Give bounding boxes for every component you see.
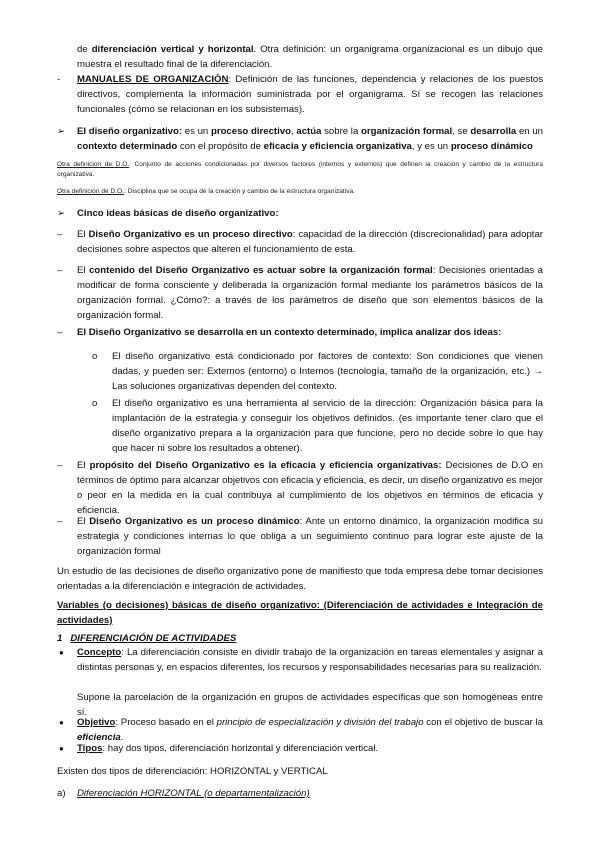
diseno-arrow-icon: ➢	[57, 126, 66, 137]
horizontal-marker: a)	[57, 788, 66, 799]
concepto-label: Concepto	[77, 647, 122, 658]
diseno-p12: con el propósito de	[177, 141, 264, 152]
intro-text-c: . Otra definición: un organigrama organizacional es un dibujo que muestra el resultado final de la diferenciación.	[77, 44, 543, 70]
horizontal-title: Diferenciación HORIZONTAL (o departamentalización)	[77, 788, 310, 799]
diseno-p10: en un	[516, 126, 543, 137]
idea1-bold: Diseño Organizativo es un proceso directivo	[88, 229, 293, 240]
sub1-marker: o	[92, 351, 98, 362]
idea3-dash: –	[57, 327, 63, 338]
idea4-dash: –	[57, 460, 63, 471]
objetivo-bullet-icon: ●	[59, 718, 64, 727]
idea2-dash: –	[57, 265, 63, 276]
idea3-b: , implica analizar dos ideas:	[374, 327, 502, 338]
idea5-paragraph	[77, 514, 543, 559]
idea3-paragraph	[77, 325, 543, 340]
diseno-p15: proceso dinámico	[450, 141, 533, 152]
diseno-p14: , y es un	[411, 141, 451, 152]
diseno-p1: El diseño organizativo:	[77, 126, 183, 137]
diseno-p11: contexto determinado	[77, 141, 178, 152]
horizontal-heading	[77, 786, 543, 801]
definition-1-text: : Conjunto de acciones condicionadas por diversos factores (internos y externos) que definen la creación y cambio de la estructura organizativa.	[57, 161, 543, 178]
definition-2-label: Otra definición de D.O.	[57, 188, 125, 195]
manuales-paragraph	[77, 72, 543, 117]
manuales-title: MANUALES DE ORGANIZACIÓN	[77, 74, 229, 85]
tipos-bullet-icon: ●	[59, 744, 64, 753]
sub1-paragraph: El diseño organizativo está condicionado por factores de contexto: Son condiciones que vienen dadas, y pueden ser: Externos (entorno) o Internos (tecnología, tamaño de la organización, etc.) → Las soluciones organizativas dependen del contexto.	[112, 351, 543, 392]
idea1-paragraph	[77, 227, 543, 257]
diseno-p8: , se	[452, 126, 471, 137]
cinco-arrow-icon: ➢	[57, 208, 66, 219]
cinco-heading	[77, 206, 543, 221]
diferenciacion-title: DIFERENCIACIÓN DE ACTIVIDADES	[70, 633, 237, 644]
intro-continuation	[77, 42, 543, 72]
idea5-bold: Diseño Organizativo es un proceso dinámico	[89, 516, 300, 527]
diseno-p3: proceso directivo	[210, 126, 291, 137]
existen-paragraph: Existen dos tipos de diferenciación: HORIZONTAL y VERTICAL	[57, 766, 328, 777]
intro-text-bold: diferenciación vertical y horizontal	[91, 44, 254, 55]
concepto-text: : La diferenciación consiste en dividir trabajo de la organización en tareas elementales y asignar a distintas personas y, en espacios diferentes, los recursos y responsabilidades necesarias para su realización.	[77, 647, 543, 673]
idea4-c: Decisiones de D.O en términos de óptimo para alcanzar objetivos con eficacia y eficiencia, es decir, un diseño organizativo es mejor o peor en la medida en la cual contribuya al cumplimiento de los objetivos en términos de eficacia y eficiencia.	[77, 460, 544, 516]
tipos-text: : hay dos tipos, diferenciación horizontal y diferenciación vertical.	[102, 743, 379, 754]
concepto-paragraph	[77, 645, 543, 675]
idea1-c: : capacidad de la dirección (discrecionalidad) para adoptar decisiones sobre aspectos que alteren el funcionamiento de esta.	[77, 229, 543, 255]
idea2-a: El	[77, 265, 90, 276]
sub2-marker: o	[92, 398, 98, 409]
definition-2	[57, 187, 543, 197]
diseno-paragraph	[77, 124, 543, 154]
definition-2-text: : Disciplina que se ocupa de la creación y cambio de la estructura organizativa.	[124, 188, 355, 195]
variables-heading	[57, 598, 543, 628]
intro-text-a: de	[77, 44, 92, 55]
diseno-p13: eficacia y eficiencia organizativa	[263, 141, 412, 152]
sub2-paragraph: El diseño organizativo es una herramienta al servicio de la dirección: Organización básica para la implantación de la estrategia y conseguir los objetivos definidos. (es importante tener claro que el diseño organizativo prepara a la organización para que funcione, pero no decide sobre lo que hay que hacer ni sobre los resultados a obtener).	[112, 398, 543, 454]
objetivo-e: .	[120, 732, 124, 743]
diseno-p6: sobre la	[321, 126, 361, 137]
idea4-a: El	[77, 460, 90, 471]
idea4-paragraph	[77, 458, 543, 518]
objetivo-label: Objetivo	[77, 717, 116, 728]
objetivo-c: con el objetivo de buscar la	[423, 717, 543, 728]
objetivo-a: : Proceso basado en el	[115, 717, 217, 728]
diseno-p7: organización formal	[360, 126, 453, 137]
diferenciacion-heading	[57, 631, 543, 646]
idea2-bold: contenido del Diseño Organizativo es actuar sobre la organización formal	[89, 265, 433, 276]
idea1-a: El	[77, 229, 89, 240]
idea2-paragraph	[77, 263, 543, 323]
concepto-bullet-icon: ●	[59, 648, 64, 657]
diseno-p4: ,	[290, 126, 297, 137]
objetivo-eficiencia: eficiencia	[77, 732, 121, 743]
idea5-c: : Ante un entorno dinámico, la organización modifica su estrategia y condiciones internas lo que obliga a un seguimiento continuo para lograr este ajuste de la organización formal	[77, 516, 544, 557]
idea5-a: El	[77, 516, 90, 527]
manuales-dash: -	[57, 74, 61, 85]
idea4-bold: propósito del Diseño Organizativo es la eficacia y eficiencia organizativas:	[89, 460, 442, 471]
diferenciacion-number: 1	[57, 633, 63, 644]
cinco-title: Cinco ideas básicas de diseño organizativo:	[77, 208, 279, 219]
tipos-label: Tipos	[77, 743, 103, 754]
idea3-bold: El Diseño Organizativo se desarrolla en un contexto determinado	[77, 327, 375, 338]
manuales-text: : Definición de las funciones, dependencia y relaciones de los puestos directivos, complementa la información suministrada por el organigrama. Sí se recogen las relaciones funcionales (cómo se relacionan en los subsistemas).	[77, 74, 543, 115]
objetivo-italic: principio de especialización y división del trabajo	[216, 717, 424, 728]
variables-title: Variables (o decisiones) básicas de diseño organizativo: (Diferenciación de actividades e Integración de actividades)	[57, 600, 543, 626]
idea2-c: : Decisiones orientadas a modificar de forma consciente y deliberada la organización formal mediante los parámetros básicos de la organización formal. ¿Cómo?: a través de los parámetros de diseño que son elementos básicos de la organización formal.	[77, 265, 543, 321]
idea5-dash: –	[57, 516, 63, 527]
estudio-paragraph: Un estudio de las decisiones de diseño organizativo pone de manifiesto que toda empresa debe tomar decisiones orientadas a la diferenciación e integración de actividades.	[57, 566, 543, 592]
tipos-paragraph	[77, 741, 543, 756]
diseno-p9: desarrolla	[470, 126, 517, 137]
diseno-p5: actúa	[296, 126, 322, 137]
diseno-p2: es un	[182, 126, 211, 137]
idea1-dash: –	[57, 229, 63, 240]
concepto-extra: Supone la parcelación de la organización en grupos de actividades específicas que son homogéneas entre sí.	[77, 692, 543, 718]
definition-1-label: Otra definición de D.O.	[57, 161, 130, 168]
definition-1	[57, 160, 543, 180]
